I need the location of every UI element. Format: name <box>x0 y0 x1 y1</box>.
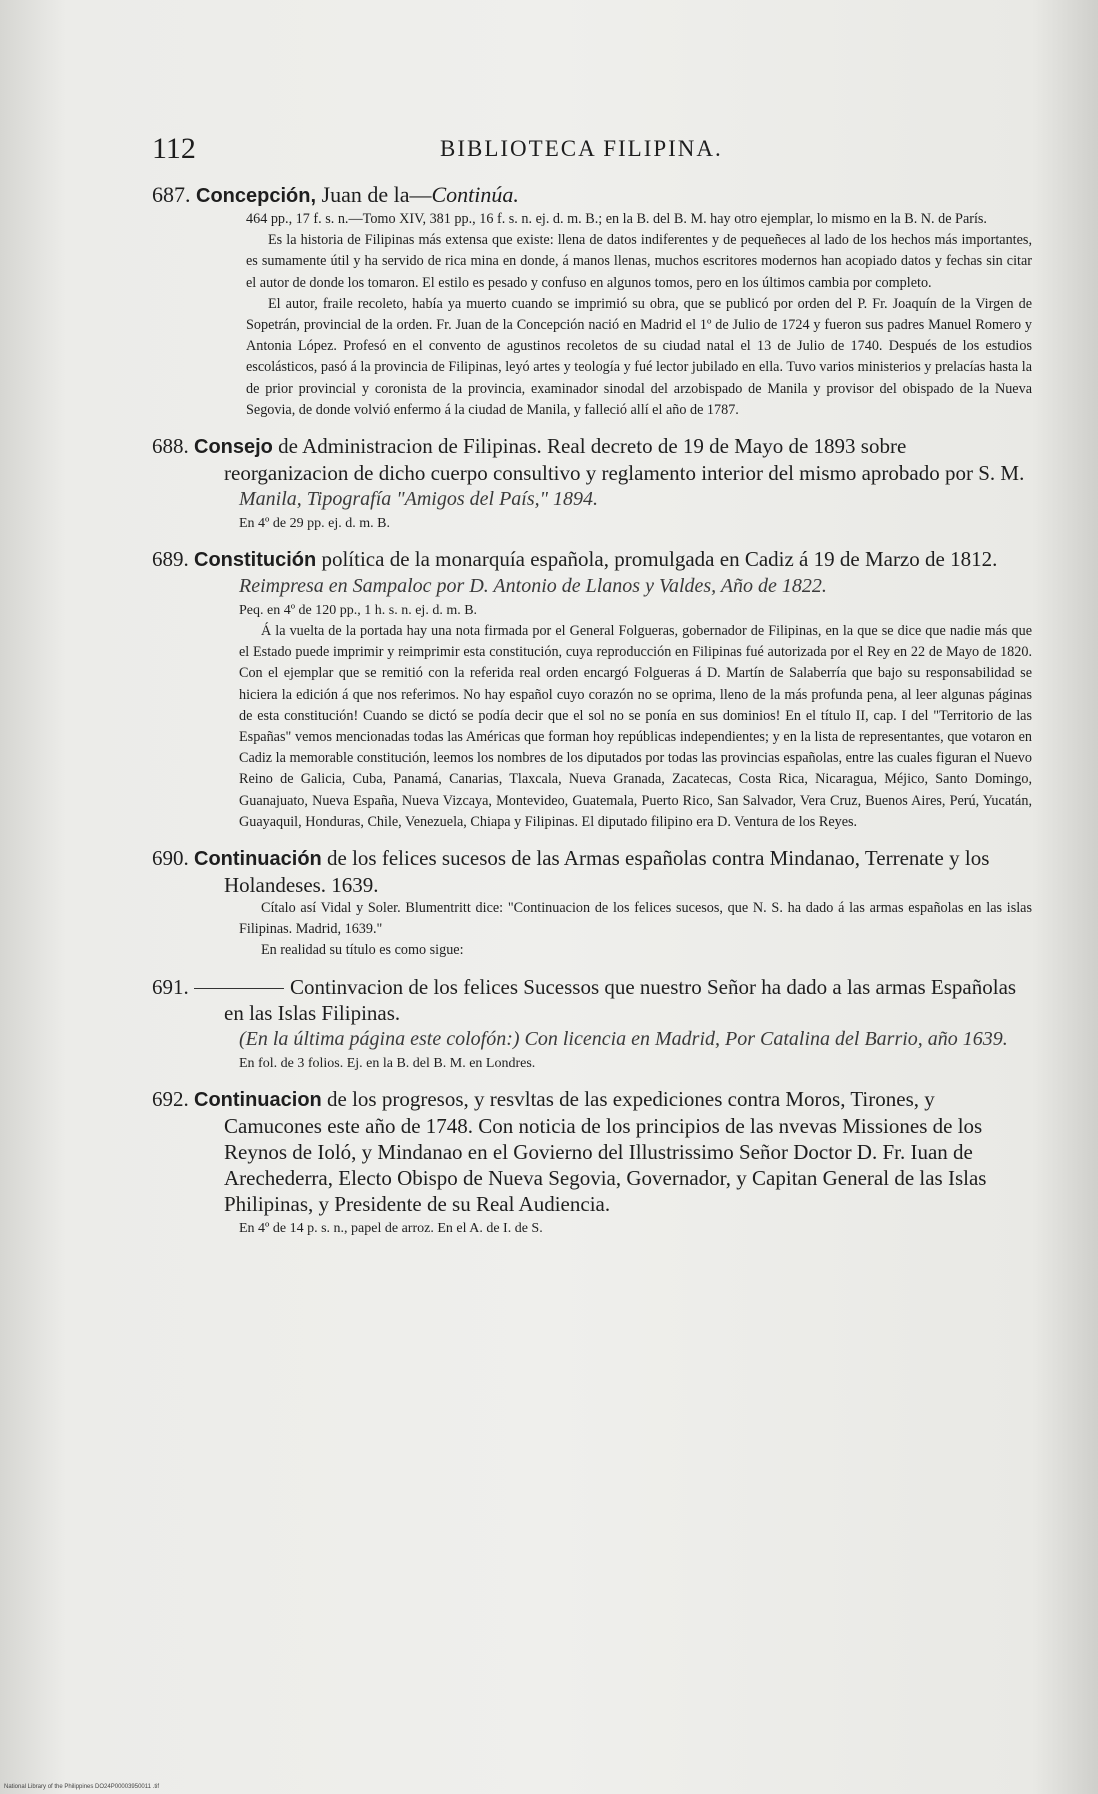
entry-heading <box>152 845 1032 898</box>
entry-number: 688. <box>152 434 189 459</box>
entry-number: 690. <box>152 846 189 871</box>
entry-name: Constitución <box>194 549 317 572</box>
collation: En 4º de 14 p. s. n., papel de arroz. En el A. de I. de S. <box>239 1220 543 1236</box>
collation: En 4º de 29 pp. ej. d. m. B. <box>239 516 390 532</box>
entry-688 <box>152 433 1032 534</box>
entry-heading <box>152 546 1032 573</box>
entry-number: 687. <box>152 182 191 207</box>
ditto-dash <box>194 988 284 989</box>
note-paragraph: El autor, fraile recoleto, había ya muerto cuando se imprimió su obra, que se publicó por orden del P. Fr. Joaquín de la Virgen de Sopetrán, provincial de la orden. Fr. Juan de la Concepción nació en Madrid el 1º de Julio de 1724 y fueron sus padres Manuel Romero y Antonia López. Profesó en el convento de agustinos recoletos de su ciudad natal el 13 de Julio de 1740. Después de los estudios escolásticos, pasó á la provincia de Filipinas, leyó artes y teología y fué lector jubilado en ella. Tuvo varios ministerios y prelacías hasta la de prior provincial y coronista de la provincia, examinador sinodal del arzobispado de Manila y provisor del obispado de la Nueva Segovia, de donde volvió enfermo á la ciudad de Manila, y falleció allí el año de 1787. <box>246 295 1032 418</box>
note-paragraph: Á la vuelta de la portada hay una nota firmada por el General Folgueras, gobernador de Filipinas, en la que se dice que nadie más que el Estado puede imprimir y reimprimir esta constitución, cuya reproducción en Filipinas fué autorizada por el Rey en 22 de Mayo de 1820. Con el ejemplar que se remitió con la referida real orden encargó Folgueras á D. Martín de Salaberría que bajo su responsabilidad se hiciera la edición á que nos referimos. No hay español cuyo corazón no se oprima, lleno de la más profunda pena, al leer algunas páginas de esta constitución! Cuando se dictó se podía decir que el sol no se ponía en sus dominios! En el título II, cap. I del "Territorio de las Españas" vemos mencionadas todas las Américas que forman hoy repúblicas independientes; y en la lista de representantes, que votaron en Cadiz la memorable constitución, leemos los nombres de los diputados por todas las provincias españolas, entre las cuales figuran el Nuevo Reino de Galicia, Cuba, Panamá, Canarias, Tlaxcala, Nueva Granada, Zacatecas, Costa Rica, Nicaragua, Méjico, Santo Domingo, Guanajuato, Nueva España, Nueva Vizcaya, Montevideo, Guatemala, Puerto Rico, San Salvador, Vera Cruz, Buenos Aires, Perú, Yucatán, Guayaquil, Honduras, Chile, Venezuela, Chiapa y Filipinas. El diputado filipino era D. Ventura de los Reyes. <box>239 623 1032 830</box>
entry-691 <box>152 974 1032 1074</box>
entry-number: 691. <box>152 974 189 999</box>
entry-692 <box>152 1086 1032 1239</box>
entry-name: Consejo <box>194 436 273 459</box>
entry-title: política de la monarquía española, promulgada en Cadiz á 19 de Marzo de 1812. <box>316 547 998 572</box>
page-number: 112 <box>152 132 196 165</box>
entry-690 <box>152 845 1032 962</box>
entry-name: Continuación <box>194 848 322 871</box>
collation: Peq. en 4º de 120 pp., 1 h. s. n. ej. d. m. B. <box>239 603 478 619</box>
entry-heading <box>152 182 1032 209</box>
page-body <box>152 182 1032 1239</box>
imprint: Manila, Tipografía "Amigos del País," 1894. <box>239 488 599 511</box>
entry-rest: Juan de la— <box>316 182 432 207</box>
entry-title: de Administracion de Filipinas. Real decreto de 19 de Mayo de 1893 sobre reorganizacion de dicho cuerpo consultivo y reglamento interior del mismo aprobado por S. M. <box>224 434 1025 486</box>
collation: En fol. de 3 folios. Ej. en la B. del B. M. en Londres. <box>239 1055 536 1071</box>
entry-heading <box>152 1086 1032 1217</box>
entry-number: 692. <box>152 1086 189 1111</box>
entry-name: Continuacion <box>194 1088 322 1111</box>
entry-title: Continvacion de los felices Sucessos que nuestro Señor ha dado a las armas Españolas en las Islas Filipinas. <box>224 974 1017 1025</box>
entry-687 <box>152 182 1032 421</box>
entry-title: de los felices sucesos de las Armas españolas contra Mindanao, Terrenate y los Holandeses. 1639. <box>224 846 990 898</box>
continued-label: Continúa. <box>431 182 519 207</box>
entry-heading <box>152 974 1032 1026</box>
running-title: BIBLIOTECA FILIPINA. <box>440 136 723 161</box>
page-header <box>0 132 1098 172</box>
imprint: Reimpresa en Sampaloc por D. Antonio de Llanos y Valdes, Año de 1822. <box>239 575 827 598</box>
note-paragraph: Cítalo así Vidal y Soler. Blumentritt dice: "Continuacion de los felices sucesos, que N. S. ha dado á las armas españolas en las islas Filipinas. Madrid, 1639." <box>239 900 1032 938</box>
imprint: (En la última página este colofón:) Con licencia en Madrid, Por Catalina del Barrio, año 1639. <box>239 1027 1008 1050</box>
entry-name: Concepción, <box>196 185 317 207</box>
collation-paragraph: 464 pp., 17 f. s. n.—Tomo XIV, 381 pp., 16 f. s. n. ej. d. m. B.; en la B. del B. M. hay otro ejemplar, lo mismo en la B. N. de París. <box>246 211 987 227</box>
entry-title: de los progresos, y resvltas de las expediciones contra Moros, Tirones, y Camucones este año de 1748. Con noticia de los principios de las nvevas Missiones de los Reynos de Ioló, y Mindanao en el Govierno del Illustrissimo Señor Doctor D. Fr. Iuan de Arechederra, Electo Obispo de Nueva Segovia, Governador, y Capitan General de las Islas Philipinas, y Presidente de su Real Audiencia. <box>224 1086 987 1216</box>
note-paragraph: En realidad su título es como sigue: <box>261 942 464 959</box>
scan-footer-label: National Library of the Philippines DO24P00003950011 .tif <box>4 1784 159 1790</box>
entry-number: 689. <box>152 547 189 572</box>
entry-heading <box>152 433 1032 486</box>
note-paragraph: Es la historia de Filipinas más extensa que existe: llena de datos indiferentes y de pequeñeces al lado de los hechos más importantes, es sumamente útil y ha servido de rica mina en donde, á manos llenas, muchos escritores modernos han acopiado datos y fechas sin citar el autor de donde los tomaron. El estilo es pesado y confuso en algunos tomos, pero en los últimos cambia por completo. <box>246 232 1032 291</box>
entry-689 <box>152 546 1032 833</box>
